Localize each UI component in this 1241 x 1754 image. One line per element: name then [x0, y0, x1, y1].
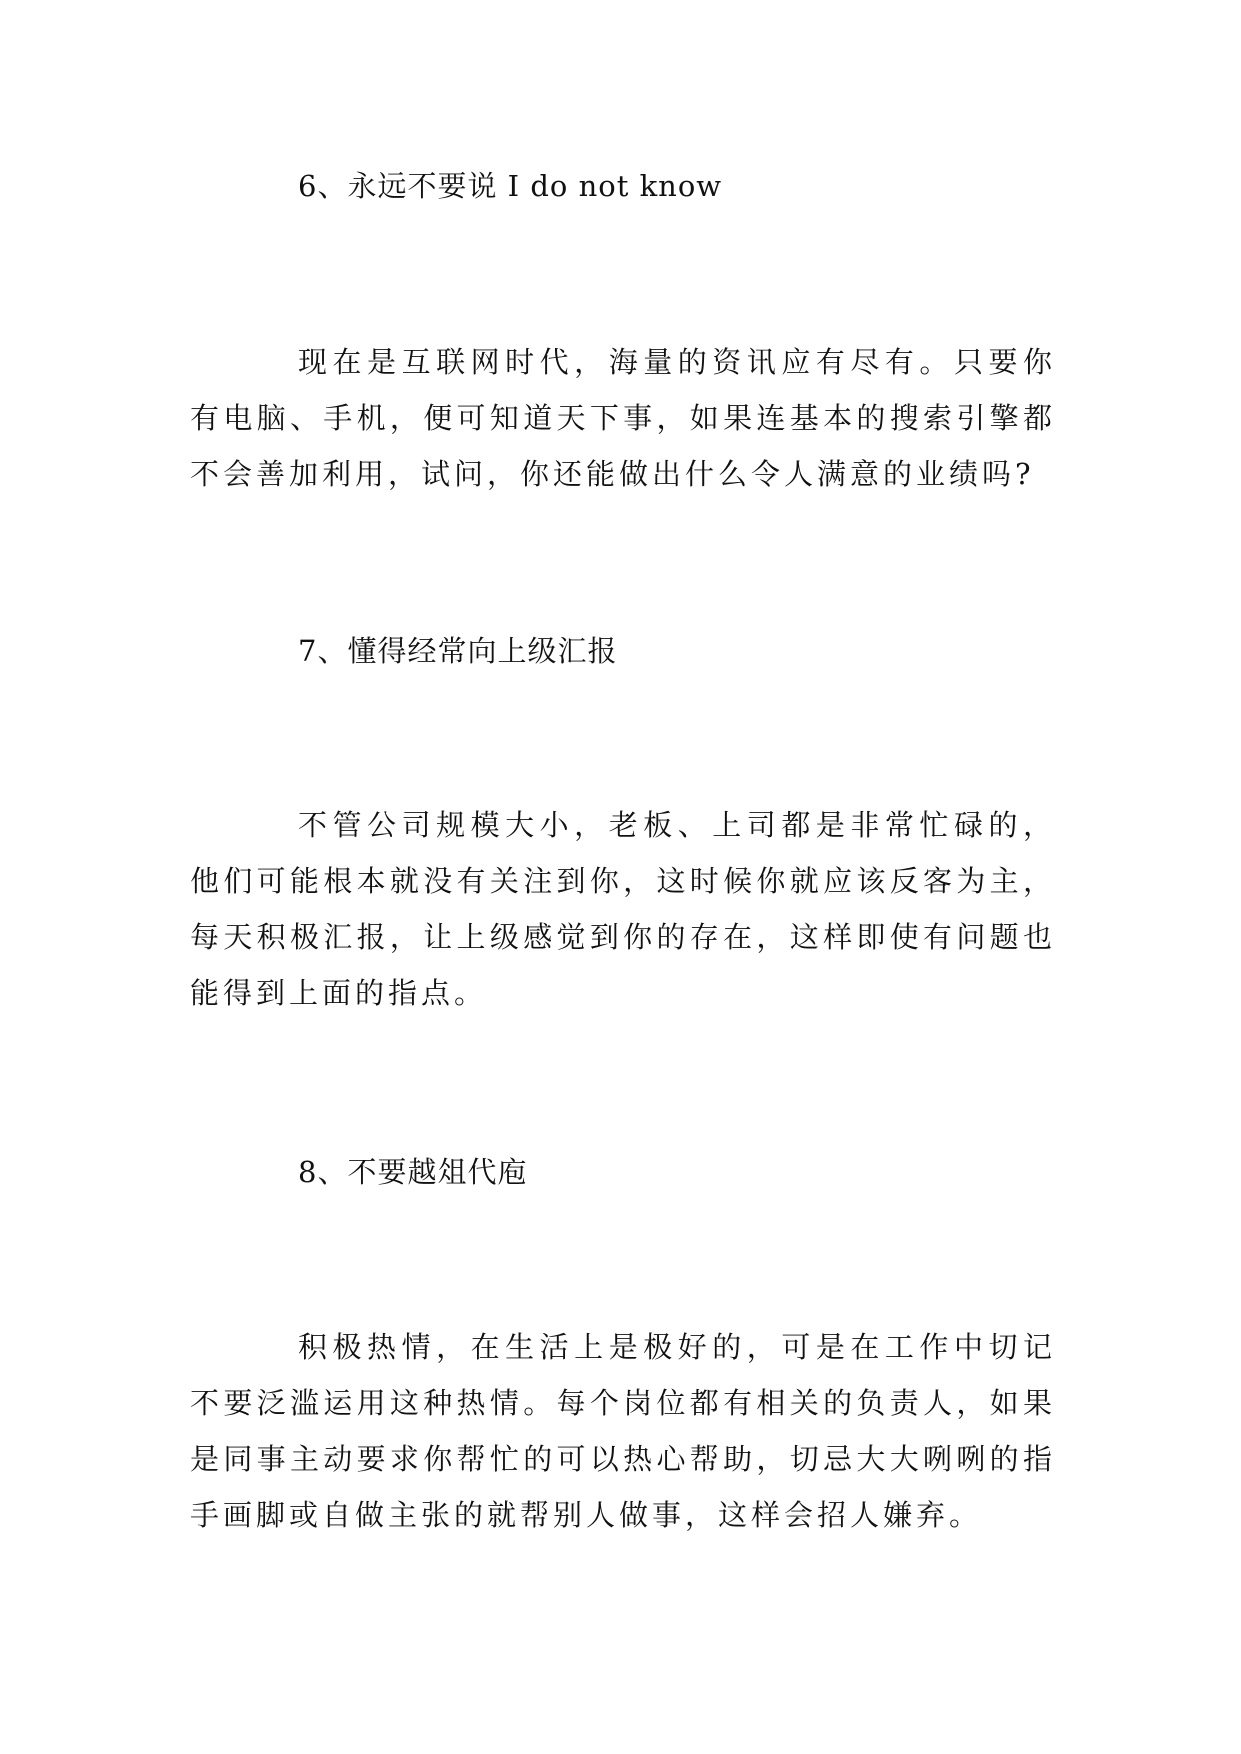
section-heading-8: 8、不要越俎代庖 [298, 1155, 528, 1189]
section-paragraph-7: 不管公司规模大小，老板、上司都是非常忙碌的，他们可能根本就没有关注到你，这时候你就应该反客为主，每天积极汇报，让上级感觉到你的存在，这样即使有问题也能得到上面的指点。 [190, 808, 1056, 1010]
section-heading-6: 6、永远不要说 I do not know [298, 169, 723, 203]
section-paragraph-8: 积极热情，在生活上是极好的，可是在工作中切记不要泛滥运用这种热情。每个岗位都有相关的负责人，如果是同事主动要求你帮忙的可以热心帮助，切忌大大咧咧的指手画脚或自做主张的就帮别人做事，这样会招人嫌弃。 [190, 1330, 1056, 1532]
section-paragraph-6: 现在是互联网时代，海量的资讯应有尽有。只要你有电脑、手机，便可知道天下事，如果连基本的搜索引擎都不会善加利用，试问，你还能做出什么令人满意的业绩吗? [190, 345, 1056, 491]
section-heading-7: 7、懂得经常向上级汇报 [298, 634, 618, 668]
